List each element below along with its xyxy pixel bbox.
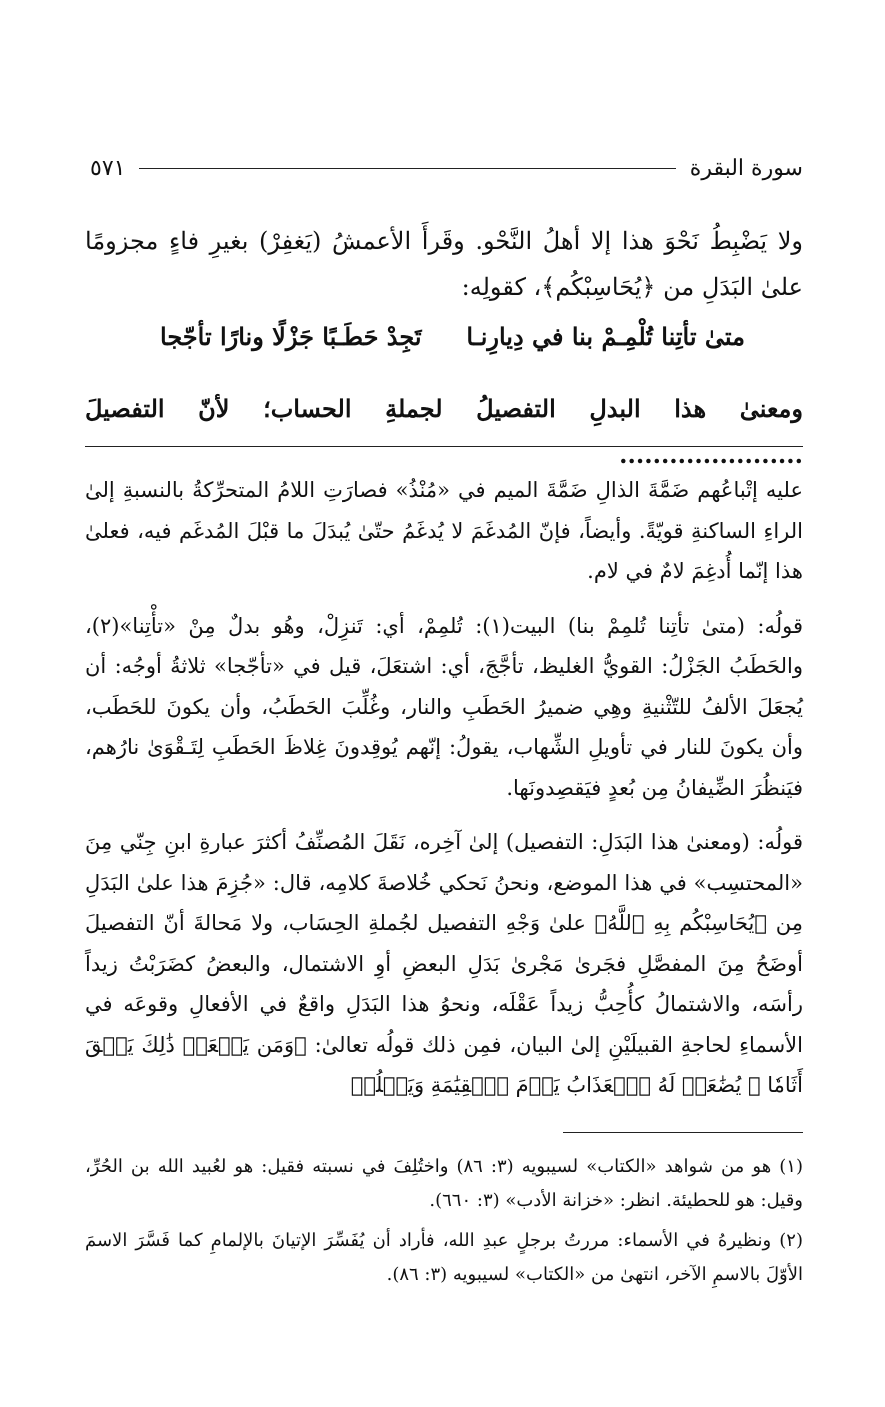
commentary-paragraph-1: عليه إتْباعُهم ضَمَّةَ الذالِ ضَمَّةَ الميم في «مُنْذُ» فصارَتِ اللامُ المتحرِّكةُ بالنسبةِ إلىٰ الراءِ الساكنةِ قويّةً. وأيضاً، فإنّ المُدغَمَ لا يُدغَمُ حتّىٰ يُبدَلَ ما قبْلَ المُدغَم فيه، فعلىٰ هذا إنّما أُدغِمَ لامٌ في لام.: [85, 478, 803, 583]
footnote-1: (١) هو من شواهد «الكتاب» لسيبويه (٣: ٨٦) واختُلِفَ في نسبته فقيل: هو لعُبيد الله بن الحُرِّ، وقيل: هو للحطيئة. انظر: «خزانة الأدب» (٣: ٦٦٠).: [85, 1156, 803, 1211]
commentary-paragraph-3: قولُه: (ومعنىٰ هذا البَدَلِ: التفصيل) إلىٰ آخِره، نَقَلَ المُصنِّفُ أكثرَ عبارةِ ابنِ جِنّي مِنَ «المحتسِب» في هذا الموضع، ونحنُ نَحكي خُلاصةَ كلامِه، قال: «جُزِمَ هذا علىٰ البَدَلِ مِن ﴿يُحَاسِبْكُم بِهِ ٱللَّهُ﴾ علىٰ وَجْهِ التفصيل لجُملةِ الحِسَاب، ولا مَحالةَ أنّ التفصيلَ أوضَحُ مِنَ المفصَّلِ فجَرىٰ مَجْرىٰ بَدَلِ البعضِ أوِ الاشتمال، والبعضُ كضَرَبْتُ زيداً رأسَه، والاشتمالُ كأُحِبُّ زيداً عَقْلَه، ونحوُ هذا البَدَلِ واقعٌ في الأفعالِ وقوعَه في الأسماءِ لحاجةِ القبيلَيْنِ إلىٰ البيان، فمِن ذلك قولُه تعالىٰ: ﴿وَمَن يَفۡعَلۡ ذَٰلِكَ يَلۡقَ أَثَامٗا ۞ يُضَٰعَفۡ لَهُ ٱلۡعَذَابُ يَوۡمَ ٱلۡقِيَٰمَةِ وَيَخۡلُدۡ: [85, 830, 803, 1097]
header-rule: [139, 168, 675, 169]
footnote-2: (٢) ونظيرهُ في الأسماء: مررتُ برجلٍ عبدِ الله، فأراد أن يُفَسِّرَ الإتيانَ بالإلمامِ كما فَسَّرَ الاسمَ الأوّلَ بالاسمِ الآخر، انتهىٰ من «الكتاب» لسيبويه (٣: ٨٦).: [85, 1230, 803, 1285]
text-commentary-divider: [85, 446, 803, 447]
commentary-paragraph-2: قولُه: (متىٰ تأتِنا تُلمِمْ بنا) البيت(١): تُلمِمْ، أي: تَنزِلْ، وهُو بدلٌ مِنْ «تأْتِنا»(٢)، والحَطَبُ الجَزْلُ: القويُّ الغليظ، تأجَّجَ، أي: اشتعَلَ، قيل في «تأجّجا» ثلاثةُ أوجُه: أن يُجعَلَ الألفُ للتّثْنيةِ وهِي ضميرُ الحَطَبِ والنار، وغُلِّبَ الحَطَبُ، وأن يكونَ للحَطَب، وأن يكونَ للنار في تأويلِ الشِّهاب، يقولُ: إنّهم يُوقِدونَ غِلاظَ الحَطَبِ لِتَـقْوَىٰ نارُهم، فيَنظُرَ الضِّيفانُ مِن بُعدٍ فيَقصِدونَها.: [85, 613, 803, 800]
page-number: ٥٧١: [90, 155, 126, 181]
main-text-continued: [85, 386, 803, 478]
surah-title: سورة البقرة: [689, 155, 803, 181]
main-paragraph-1: ولا يَضْبِطُ نَحْوَ هذا إلا أهلُ النَّحْو. وقَرأَ الأعمشُ (يَغفِرْ) بغيرِ فاءٍ مجزومًا علىٰ البَدَلِ من ﴿يُحَاسِبْكُم﴾، كقولِه:: [85, 227, 803, 301]
footnote-rule: [563, 1132, 803, 1133]
page-header: [90, 150, 803, 186]
main-paragraph-2: ومعنىٰ هذا البدلِ التفصيلُ لجملةِ الحساب؛ لأنّ التفصيلَ ......................: [85, 394, 803, 469]
commentary: [85, 470, 803, 1120]
verse-first-hemistich: متىٰ تأتِنا تُلْمِـمْ بنا في دِيارِنـا: [466, 322, 745, 351]
main-text: [85, 218, 803, 310]
verse-second-hemistich: تَجِدْ حَطَـبًا جَزْلًا ونارًا تأجّجا: [160, 322, 422, 351]
poetry-verse: [160, 322, 745, 368]
footnotes: [85, 1150, 803, 1298]
